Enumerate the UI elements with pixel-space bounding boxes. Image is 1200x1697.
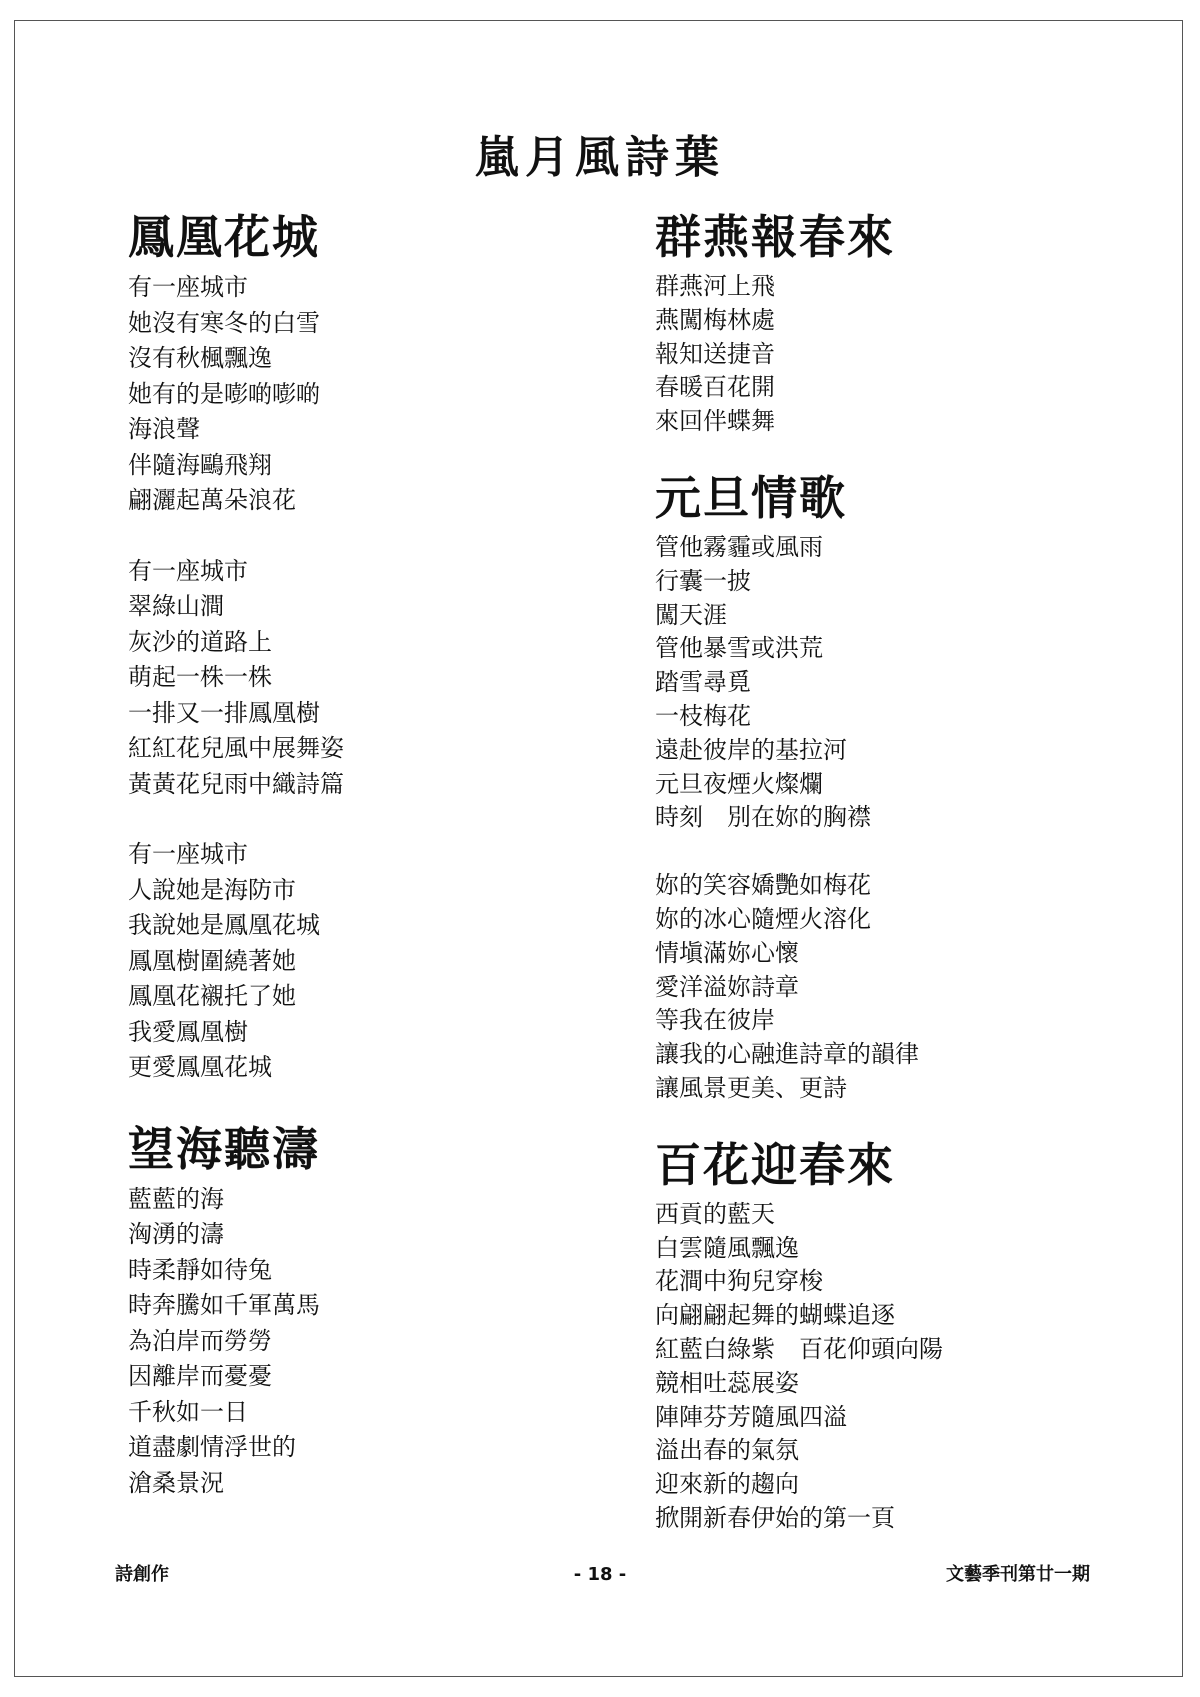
- poem-title: 望海聽濤: [128, 1121, 320, 1176]
- poem-line: 讓風景更美、更詩: [655, 1073, 847, 1102]
- poem-line: 翠綠山澗: [128, 592, 224, 620]
- stanza: [128, 1182, 598, 1502]
- poem-line: 闖天涯: [655, 600, 727, 629]
- stanza: [655, 531, 1125, 835]
- poem-line: 海浪聲: [128, 415, 200, 443]
- poem-line: 萌起一株一株: [128, 663, 272, 691]
- right-column: [655, 208, 1125, 1536]
- poem-title: 鳳凰花城: [128, 210, 320, 264]
- poem-line: 一排又一排鳳凰樹: [128, 698, 320, 727]
- stanza: [128, 837, 598, 1086]
- poem: [655, 208, 1125, 439]
- poem-line: 妳的笑容嬌艷如梅花: [655, 871, 871, 900]
- poem-line: 她有的是嘭啲嘭啲: [128, 379, 320, 408]
- poem: [128, 208, 598, 1086]
- poem-line: 群燕河上飛: [655, 272, 775, 300]
- poem-line: 白雲隨風飄逸: [655, 1233, 799, 1262]
- poem-line: 元旦夜煙火燦爛: [655, 769, 823, 798]
- poem-line: 愛洋溢妳詩章: [655, 972, 799, 1001]
- poem-line: 管他霧霾或風雨: [655, 532, 823, 561]
- poem-title: 元旦情歌: [655, 470, 847, 525]
- poem-line: 翩灑起萬朵浪花: [128, 486, 296, 514]
- poem-line: 因離岸而憂憂: [128, 1362, 272, 1390]
- poem-line: 花澗中狗兒穿梭: [655, 1267, 823, 1296]
- poem-line: 一枝梅花: [655, 701, 751, 730]
- footer-page-number: - 18 -: [573, 1564, 627, 1585]
- poem-line: 競相吐蕊展姿: [655, 1368, 799, 1397]
- poem-line: 妳的冰心隨煙火溶化: [655, 904, 871, 933]
- poem-line: 讓我的心融進詩章的韻律: [655, 1040, 919, 1069]
- poem-line: 踏雪尋覓: [655, 668, 751, 697]
- poem: [655, 1136, 1125, 1536]
- poem-line: 有一座城市: [128, 840, 248, 868]
- poem: [655, 469, 1125, 1106]
- poem-line: 西貢的藍天: [655, 1199, 775, 1228]
- poem-line: 掀開新春伊始的第一頁: [655, 1503, 895, 1532]
- poem-line: 情塡滿妳心懷: [655, 938, 799, 967]
- poem-line: 洶湧的濤: [128, 1220, 224, 1248]
- poem-line: 人說她是海防市: [128, 875, 296, 904]
- poem-line: 向翩翩起舞的蝴蝶追逐: [655, 1301, 895, 1330]
- poem-line: 更愛鳳凰花城: [128, 1053, 272, 1081]
- poem-line: 我愛鳳凰樹: [128, 1017, 248, 1046]
- poem-line: 來回伴蝶舞: [655, 407, 775, 436]
- footer-publication: 文藝季刊第廿一期: [946, 1564, 1090, 1585]
- poem-line: 鳳凰樹圍繞著她: [128, 946, 296, 975]
- poem-line: 遠赴彼岸的基拉河: [655, 735, 847, 764]
- poem: [128, 1120, 598, 1502]
- poem-line: 為泊岸而勞勞: [128, 1326, 272, 1355]
- poem-line: 她沒有寒冬的白雪: [128, 308, 320, 337]
- poem-line: 伴隨海鷗飛翔: [128, 450, 272, 479]
- poem-line: 時刻 別在妳的胸襟: [655, 803, 871, 832]
- stanza: [128, 554, 598, 803]
- stanza: [655, 1198, 1125, 1536]
- poem-line: 春暖百花開: [655, 373, 775, 402]
- stanza: [655, 270, 1125, 439]
- poem-line: 黃黃花兒雨中織詩篇: [128, 769, 344, 798]
- poem-line: 滄桑景況: [128, 1468, 224, 1497]
- poem-line: 藍藍的海: [128, 1184, 224, 1213]
- poem-line: 燕闖梅林處: [655, 305, 775, 334]
- poem-line: 我說她是鳳凰花城: [128, 911, 320, 939]
- poem-title: 群燕報春來: [655, 210, 895, 264]
- poem-line: 時奔騰如千軍萬馬: [128, 1291, 320, 1319]
- poem-line: 紅紅花兒風中展舞姿: [128, 734, 344, 762]
- poem-line: 灰沙的道路上: [128, 627, 272, 656]
- poem-line: 迎來新的趨向: [655, 1470, 799, 1499]
- poem-line: 等我在彼岸: [655, 1006, 775, 1035]
- poem-line: 千秋如一日: [128, 1397, 248, 1426]
- stanza: [655, 869, 1125, 1106]
- poem-line: 有一座城市: [128, 273, 248, 301]
- poem-line: 報知送捷音: [655, 339, 775, 368]
- poem-line: 紅藍白綠紫 百花仰頭向陽: [655, 1334, 943, 1363]
- page-title: 嵐月風詩葉: [475, 132, 725, 183]
- poem-line: 陣陣芬芳隨風四溢: [655, 1402, 847, 1431]
- poem-line: 沒有秋楓飄逸: [128, 344, 272, 372]
- poem-line: 鳳凰花襯托了她: [128, 982, 296, 1010]
- stanza: [128, 270, 598, 519]
- poem-title: 百花迎春來: [655, 1137, 895, 1192]
- poem-line: 管他暴雪或洪荒: [655, 634, 823, 663]
- footer-section-label: 詩創作: [115, 1564, 169, 1585]
- poem-line: 時柔靜如待兔: [128, 1255, 272, 1284]
- poem-line: 道盡劇情浮世的: [128, 1433, 296, 1461]
- left-column: [128, 208, 598, 1501]
- poem-line: 行囊一披: [655, 566, 751, 595]
- poem-line: 有一座城市: [128, 556, 248, 585]
- poem-line: 溢出春的氣氛: [655, 1436, 799, 1465]
